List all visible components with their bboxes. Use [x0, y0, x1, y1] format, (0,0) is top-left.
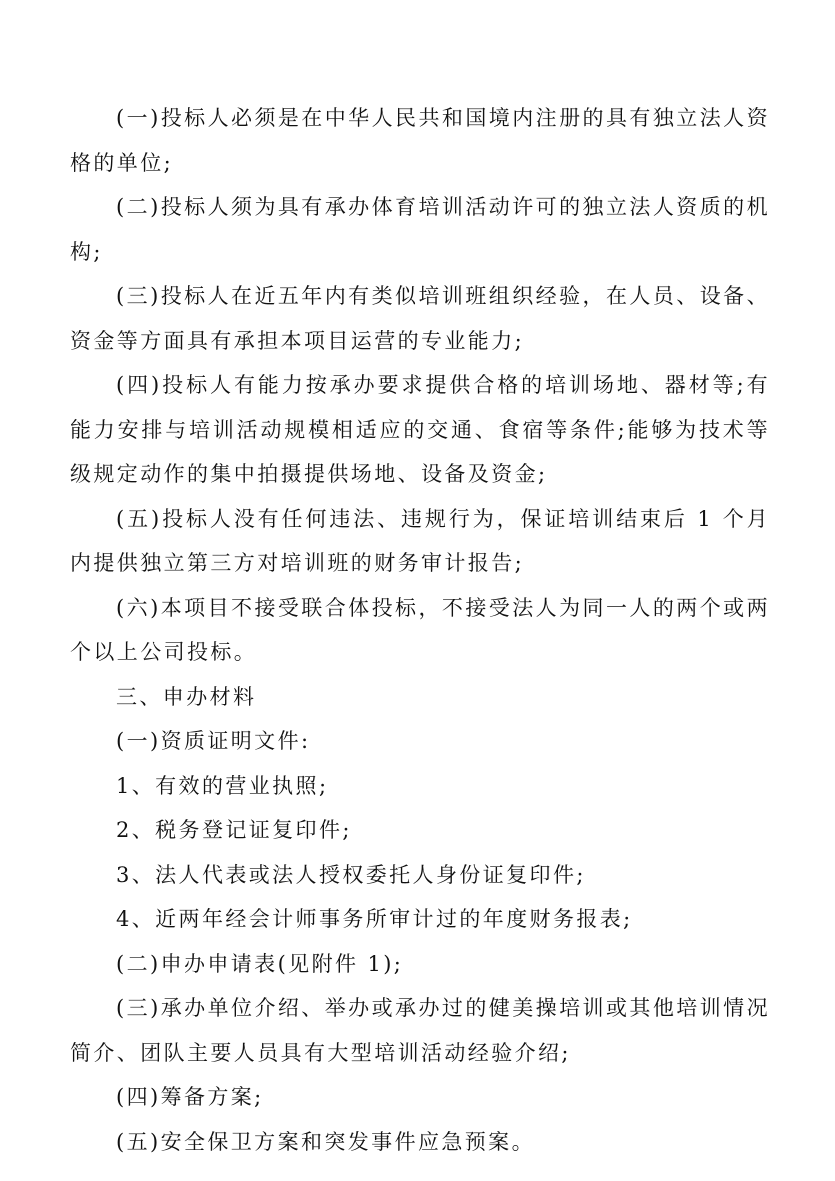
material-item-safety-plan: (五)安全保卫方案和突发事件应急预案。: [116, 1129, 535, 1154]
qualification-item-2: 2、税务登记证复印件;: [116, 818, 352, 842]
qualification-item-4: 4、近两年经会计师事务所审计过的年度财务报表;: [116, 907, 633, 931]
qualification-item-3: 3、法人代表或法人授权委托人身份证复印件;: [116, 862, 586, 887]
qualification-item-1: 1、有效的营业执照;: [116, 773, 329, 798]
eligibility-item-4: (四)投标人有能力按承办要求提供合格的培训场地、器材等;有能力安排与培训活动规模相适应的交通、食宿等条件;能够为技术等级规定动作的集中拍摄提供场地、设备及资金;: [70, 373, 770, 486]
eligibility-item-2: (二)投标人须为具有承办体育培训活动许可的独立法人资质的机构;: [70, 195, 770, 264]
material-item-organizer-intro: (三)承办单位介绍、举办或承办过的健美操培训或其他培训情况简介、团队主要人员具有大型培训活动经验介绍;: [70, 996, 770, 1065]
document-body: [70, 96, 770, 1164]
eligibility-item-5: (五)投标人没有任何违法、违规行为，保证培训结束后 1 个月内提供独立第三方对培训班的财务审计报告;: [70, 506, 770, 575]
section-heading-materials: 三、申办材料: [116, 684, 257, 709]
material-item-application-form: (二)申办申请表(见附件 1);: [116, 951, 404, 976]
qualification-heading: (一)资质证明文件:: [116, 729, 311, 753]
eligibility-item-6: (六)本项目不接受联合体投标，不接受法人为同一人的两个或两个以上公司投标。: [70, 595, 770, 664]
eligibility-item-3: (三)投标人在近五年内有类似培训班组织经验，在人员、设备、资金等方面具有承担本项目运营的专业能力;: [70, 284, 770, 353]
eligibility-item-1: (一)投标人必须是在中华人民共和国境内注册的具有独立法人资格的单位;: [70, 106, 770, 175]
material-item-preparation-plan: (四)筹备方案;: [116, 1085, 264, 1109]
